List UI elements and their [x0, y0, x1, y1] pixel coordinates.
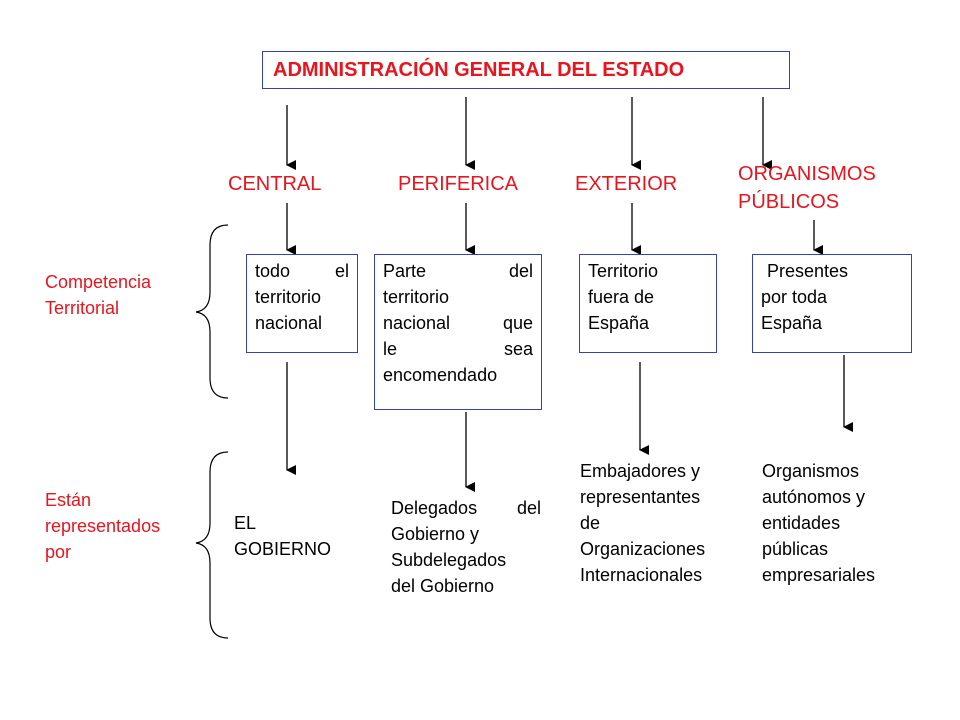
text-line: entidades: [762, 513, 841, 533]
representados-exterior: [580, 458, 705, 588]
text-line: Delegados del: [391, 498, 541, 518]
box-line: territorio: [255, 287, 322, 307]
brace-representados: [196, 452, 228, 638]
text-line: autónomos y: [762, 487, 866, 507]
category-periferica: PERIFERICA: [398, 173, 519, 195]
row-label-representados-line2: representados: [45, 516, 161, 536]
box-line: le sea: [383, 339, 533, 359]
row-label-representados-line3: por: [45, 542, 72, 562]
box-line: nacional que: [383, 313, 533, 333]
row-label-representados: [45, 487, 160, 565]
box-line: territorio: [383, 287, 450, 307]
box-line: España: [761, 313, 823, 333]
text-line: del Gobierno: [391, 576, 495, 596]
text-line: Internacionales: [580, 565, 703, 585]
row-label-competencia: [45, 269, 151, 321]
competencia-organismos-box: [752, 254, 912, 353]
text-line: GOBIERNO: [234, 539, 332, 559]
category-organismos-line1: ORGANISMOS: [738, 163, 876, 185]
box-line: fuera de: [588, 287, 655, 307]
text-line: Subdelegados: [391, 550, 507, 570]
text-line: empresariales: [762, 565, 876, 585]
box-line: todo el: [255, 261, 349, 281]
title-box: [262, 51, 790, 89]
representados-organismos: [762, 458, 875, 588]
text-line: públicas: [762, 539, 829, 559]
text-line: de: [580, 513, 601, 533]
competencia-exterior-box: [579, 254, 717, 353]
text-line: Organismos: [762, 461, 860, 481]
text-line: EL: [234, 513, 257, 533]
page-title: ADMINISTRACIÓN GENERAL DEL ESTADO: [273, 58, 685, 81]
competencia-central-box: [246, 254, 358, 353]
category-organismos: [738, 160, 876, 216]
box-line: Presentes: [767, 261, 849, 281]
box-line: España: [588, 313, 650, 333]
brace-competencia: [196, 225, 228, 398]
box-line: Territorio: [588, 261, 659, 281]
competencia-periferica-box: [374, 254, 542, 410]
text-line: representantes: [580, 487, 701, 507]
box-line: por toda: [761, 287, 828, 307]
text-line: Embajadores y: [580, 461, 701, 481]
row-label-competencia-line1: Competencia: [45, 272, 152, 292]
text-line: Gobierno y: [391, 524, 480, 544]
representados-periferica: [391, 495, 541, 599]
box-line: encomendado: [383, 365, 498, 385]
box-line: nacional: [255, 313, 323, 333]
category-organismos-line2: PÚBLICOS: [738, 191, 840, 213]
category-central: CENTRAL: [228, 173, 322, 195]
row-label-representados-line1: Están: [45, 490, 92, 510]
row-label-competencia-line2: Territorial: [45, 298, 120, 318]
box-line: Parte del: [383, 261, 533, 281]
text-line: Organizaciones: [580, 539, 706, 559]
category-exterior: EXTERIOR: [575, 173, 678, 195]
representados-central: [234, 510, 331, 562]
